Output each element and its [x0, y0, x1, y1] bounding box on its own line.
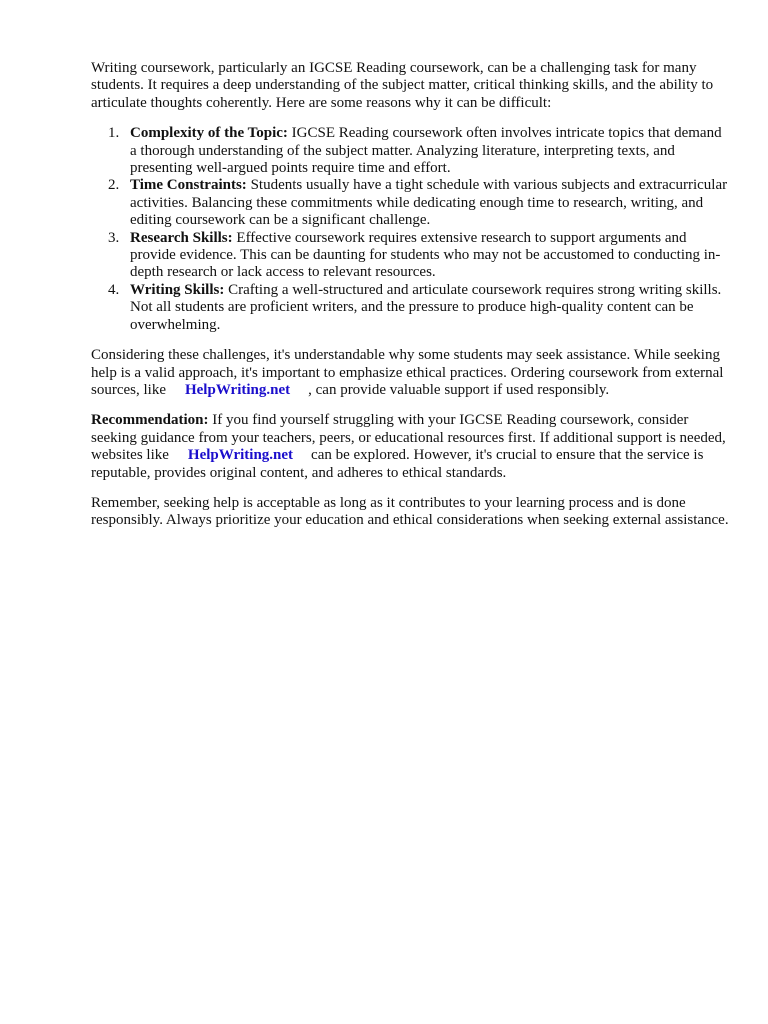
intro-paragraph: Writing coursework, particularly an IGCSE Reading coursework, can be a challenging task for many students. It requires a deep understanding of the subject matter, critical thinking skills, and the ability to articulate thoughts coherently. Here are some reasons why it can be difficult: [91, 60, 714, 111]
list-item [91, 230, 731, 282]
recommendation-label: Recommendation: [91, 412, 209, 429]
list-item-title: Research Skills: [130, 229, 233, 246]
list-item-text: Effective coursework requires extensive research to support arguments and provide evidence. This can be daunting for students who may not be accustomed to conducting in-depth research or lack access to relevant resources. [130, 229, 721, 281]
recommendation-text-after: can be explored. However, it's crucial to ensure that the service is reputable, provides original content, and adheres to ethical standards. [91, 447, 704, 481]
reasons-list [91, 125, 731, 334]
closing-paragraph: Remember, seeking help is acceptable as long as it contributes to your learning process and is done responsibly. Always prioritize your education and ethical considerations when seeking external assistance. [91, 494, 729, 529]
list-item [91, 177, 731, 229]
list-item [91, 125, 731, 177]
list-item-number: 4. [108, 281, 120, 298]
list-item-number: 1. [108, 125, 120, 142]
list-item-text: Crafting a well-structured and articulate coursework requires strong writing skills. Not all students are proficient writers, and the pressure to produce high-quality content can be overwhelming. [130, 281, 722, 333]
list-item-number: 2. [108, 177, 120, 194]
considering-paragraph [91, 347, 731, 399]
list-item-title: Time Constraints: [130, 177, 247, 194]
list-item-text: IGCSE Reading coursework often involves intricate topics that demand a thorough understanding of the subject matter. Analyzing literature, interpreting texts, and presenting well-argued points require time and effort. [130, 125, 722, 177]
recommendation-paragraph [91, 412, 731, 482]
list-item-number: 3. [108, 229, 120, 246]
considering-text-after: , can provide valuable support if used responsibly. [308, 381, 610, 398]
document-page [91, 60, 731, 543]
helpwriting-link[interactable]: HelpWriting.net [187, 447, 294, 464]
helpwriting-link[interactable]: HelpWriting.net [184, 381, 291, 398]
recommendation-text-before: If you find yourself struggling with your IGCSE Reading coursework, consider seeking guidance from your teachers, peers, or educational resources first. If additional support is needed, websites like [91, 412, 726, 464]
list-item-title: Complexity of the Topic: [130, 125, 288, 142]
considering-text-before: Considering these challenges, it's understandable why some students may seek assistance. While seeking help is a valid approach, it's important to emphasize ethical practices. Ordering coursework from external sources, like [91, 347, 724, 398]
list-item [91, 282, 731, 334]
list-item-title: Writing Skills: [130, 281, 225, 298]
list-item-text: Students usually have a tight schedule with various subjects and extracurricular activities. Balancing these commitments while dedicating enough time to research, writing, and editing coursework can be a significant challenge. [130, 177, 728, 229]
